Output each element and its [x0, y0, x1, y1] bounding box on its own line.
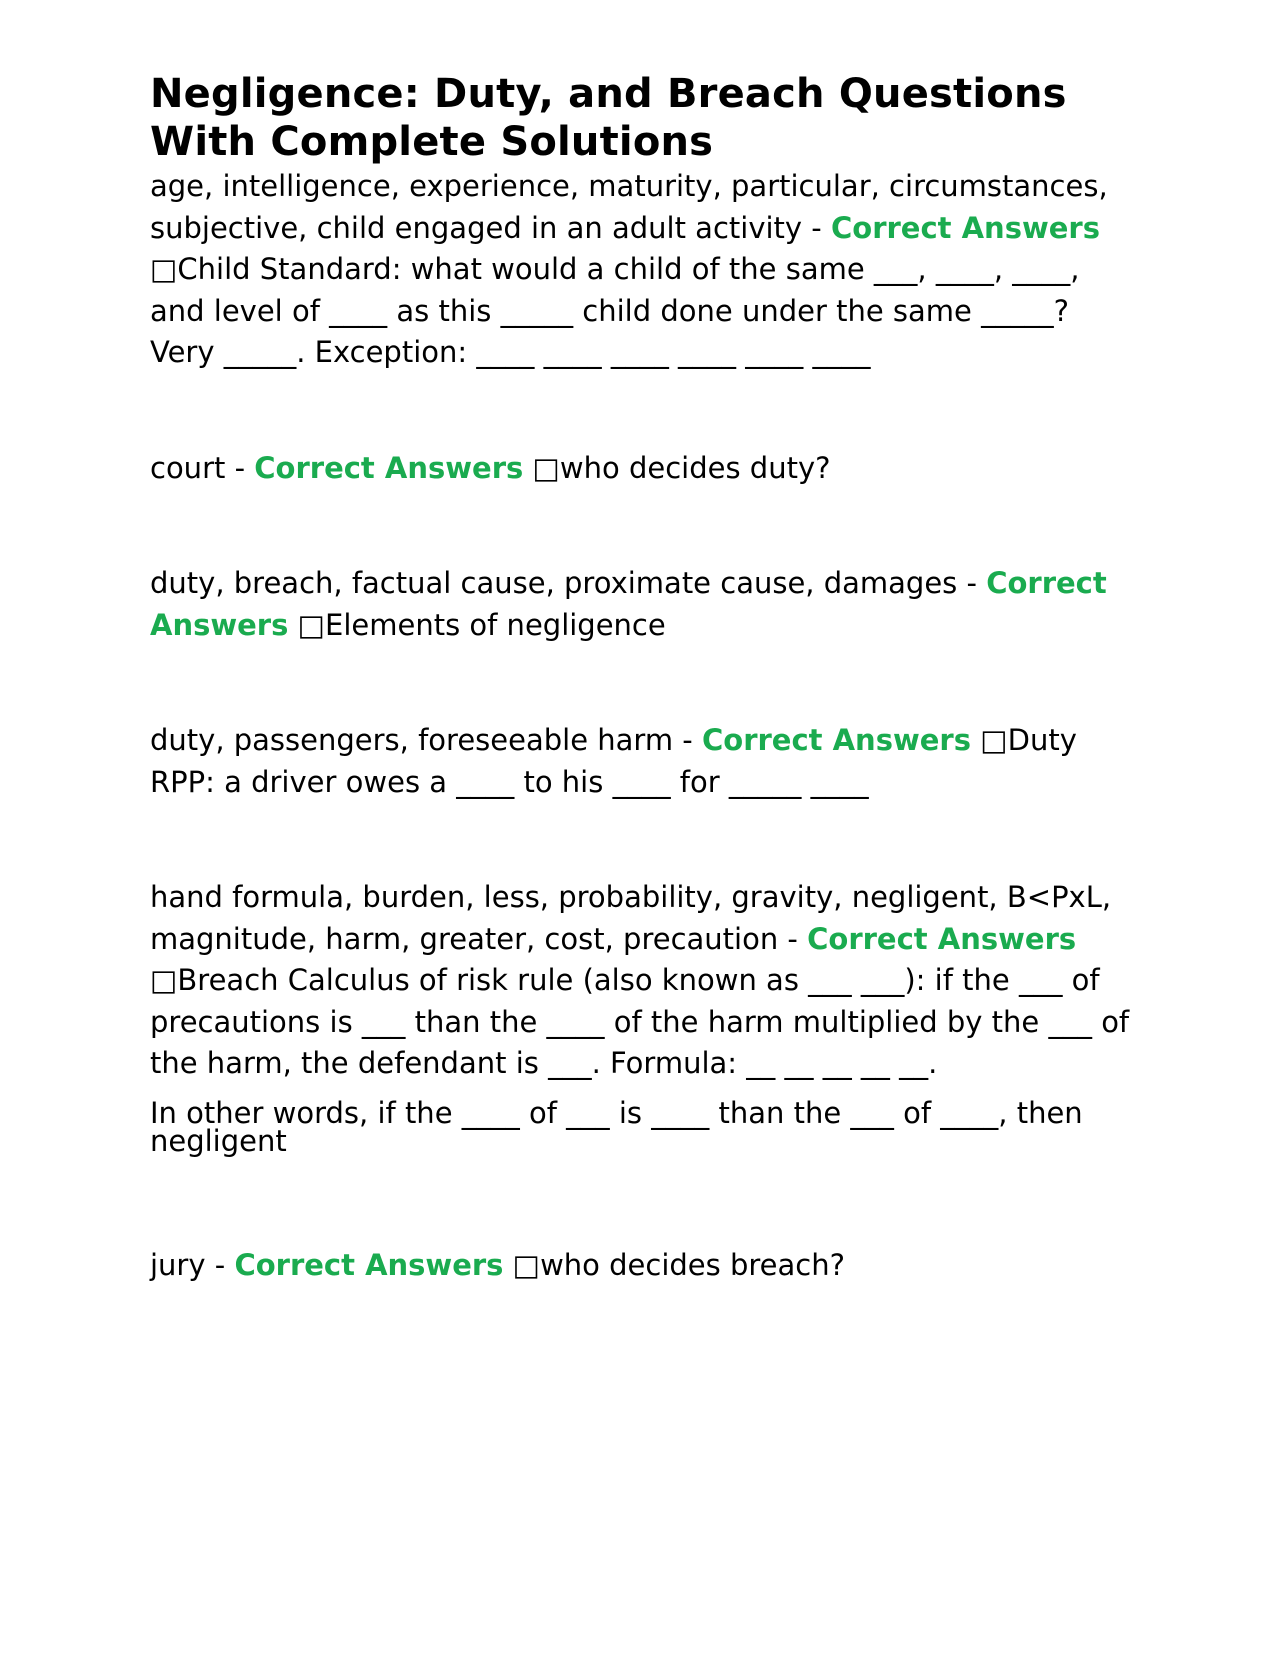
- entry-question: Breach Calculus of risk rule (also known as ___ ___): if the ___ of precautions is ___ than the ____ of the harm multiplied by the ___ of the harm, the defendant is ___. Formula: __ __ __ __ __.: [150, 963, 1130, 1080]
- correct-answers-label: Correct Answers: [254, 450, 524, 485]
- entry-question: Child Standard: what would a child of the same ___, ____, ____, and level of ____ as this _____ child done under the same _____? Very _____. Exception: ____ ____ ____ ____ ____ ____: [150, 252, 1080, 369]
- checkbox-marker-icon: □: [297, 607, 325, 642]
- correct-answers-label: Correct Answers: [701, 723, 971, 757]
- qa-entry-2: [150, 448, 1130, 490]
- entry-answer: duty, breach, factual cause, proximate cause, damages -: [150, 566, 977, 600]
- correct-answers-label: Correct Answers: [234, 1247, 504, 1282]
- entry-answer: age, intelligence, experience, maturity, particular, circumstances, subjective, child engaged in an adult activity -: [150, 169, 1108, 245]
- qa-entry-1: [150, 166, 1130, 374]
- entry-answer: court -: [150, 450, 246, 485]
- qa-entry-6: [150, 1245, 1130, 1287]
- entry-question: Duty RPP: a driver owes a ____ to his ____ for _____ ____: [150, 723, 1077, 799]
- correct-answers-label: Correct Answers: [830, 210, 1100, 245]
- qa-entry-4: [150, 720, 1130, 803]
- entry-question: who decides breach?: [540, 1247, 845, 1282]
- qa-entry-5: [150, 877, 1130, 1085]
- checkbox-marker-icon: □: [980, 723, 1008, 757]
- document-page: [150, 70, 1130, 1286]
- entry-question: who decides duty?: [559, 450, 831, 485]
- entry-question: Elements of negligence: [325, 607, 666, 642]
- document-title: Negligence: Duty, and Breach Questions With Complete Solutions: [150, 71, 1067, 165]
- entry-answer: hand formula, burden, less, probability, gravity, negligent, B<PxL, magnitude, harm, greater, cost, precaution -: [150, 880, 1112, 956]
- checkbox-marker-icon: □: [150, 252, 178, 286]
- qa-entry-3: [150, 563, 1130, 646]
- entry-answer: duty, passengers, foreseeable harm -: [150, 723, 693, 757]
- qa-entry-5-continuation: In other words, if the ____ of ___ is ____ than the ___ of ____, then negligent: [150, 1095, 1083, 1158]
- correct-answers-label: Correct Answers: [150, 566, 1107, 642]
- checkbox-marker-icon: □: [150, 963, 178, 997]
- checkbox-marker-icon: □: [532, 450, 560, 485]
- checkbox-marker-icon: □: [512, 1247, 541, 1282]
- entry-answer: jury -: [150, 1247, 226, 1282]
- correct-answers-label: Correct Answers: [807, 921, 1077, 956]
